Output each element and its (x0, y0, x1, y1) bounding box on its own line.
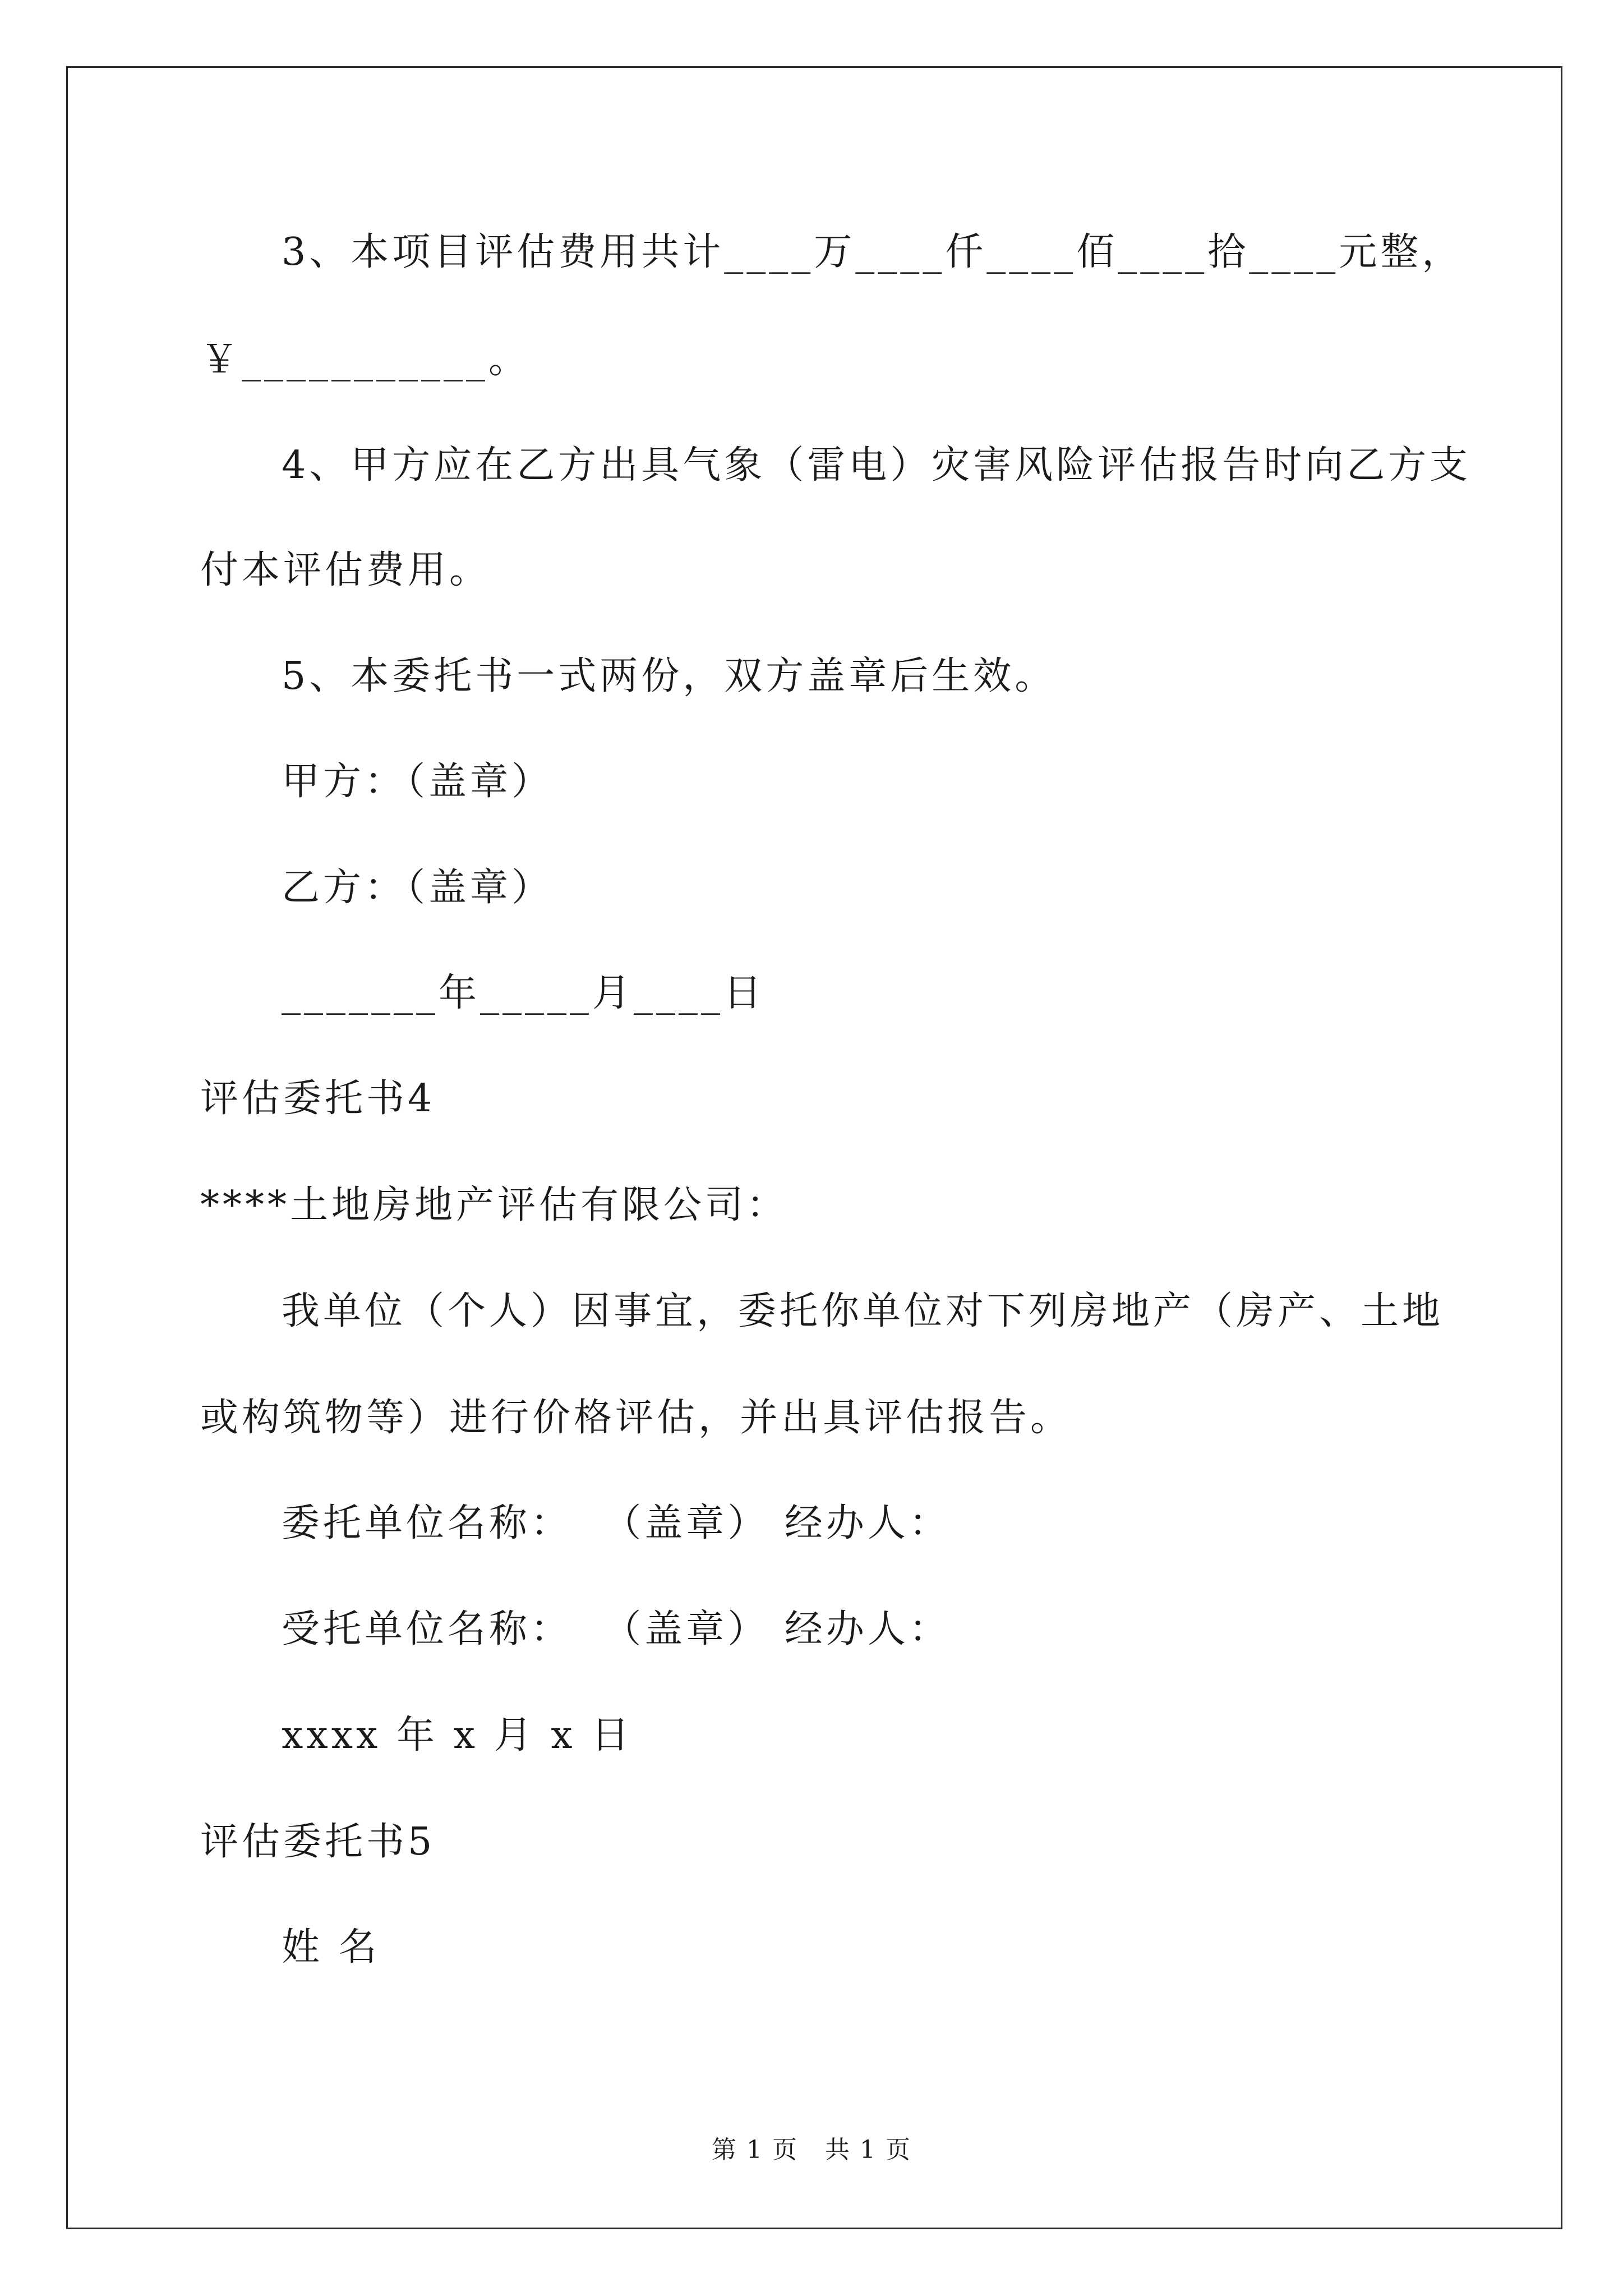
entrusted-unit-line: 受托单位名称： （盖章） 经办人： (282, 1607, 951, 1651)
section-heading-5: 评估委托书5 (200, 1820, 436, 1864)
clause-4-continuation: 付本评估费用。 (200, 548, 491, 592)
clause-5-copies-line: 5、本委托书一式两份，双方盖章后生效。 (282, 654, 1057, 698)
request-paragraph-line-1: 我单位（个人）因事宜，委托你单位对下列房地产（房产、土地 (282, 1289, 1444, 1333)
party-a-seal-line: 甲方：（盖章） (282, 760, 554, 804)
signature-date-line: xxxx 年 x 月 x 日 (282, 1713, 633, 1757)
request-paragraph-line-2: 或构筑物等）进行价格评估，并出具评估报告。 (200, 1396, 1072, 1440)
addressee-company-line: ****土地房地产评估有限公司： (200, 1183, 789, 1227)
entrusting-unit-line: 委托单位名称： （盖章） 经办人： (282, 1501, 951, 1545)
page-border (66, 66, 1562, 2229)
clause-4-payment-line: 4、甲方应在乙方出具气象（雷电）灾害风险评估报告时向乙方支 (282, 443, 1472, 487)
section-heading-4: 评估委托书4 (200, 1076, 436, 1121)
party-b-seal-line: 乙方：（盖章） (282, 866, 554, 910)
clause-3-fee-line: 3、本项目评估费用共计____万____仟____佰____拾____元整， (282, 230, 1464, 274)
name-field-label: 姓 名 (282, 1925, 380, 1970)
page-number-footer: 第 1 页 共 1 页 (712, 2136, 911, 2164)
clause-3-amount-line: ￥___________。 (200, 338, 531, 382)
date-blank-line: _______年_____月____日 (282, 971, 766, 1015)
